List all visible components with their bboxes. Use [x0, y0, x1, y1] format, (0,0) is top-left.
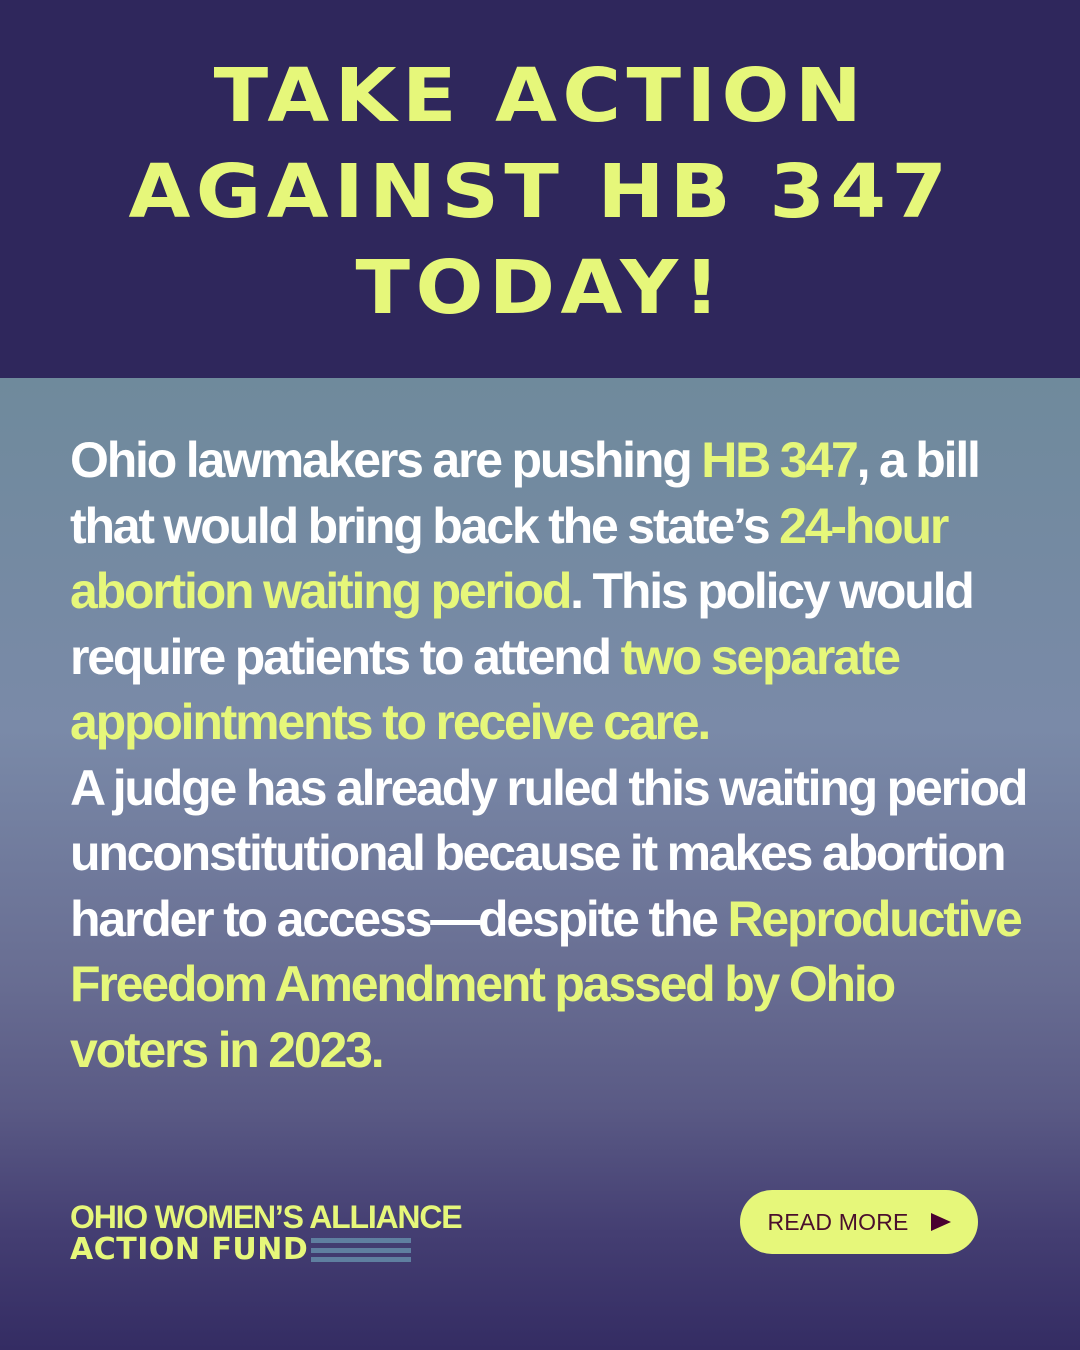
organization-logo [70, 1200, 461, 1266]
highlight-waiting-period: 24-hour abortion waiting period [70, 497, 948, 619]
stripe [311, 1248, 411, 1253]
logo-line-2-row [70, 1234, 461, 1266]
highlight-two-appointments: two separate appointments to receive care. [70, 628, 899, 750]
highlight-amendment: Reproductive Freedom Amendment passed by Ohio voters in 2023. [70, 890, 1021, 1078]
headline-line-1: TAKE ACTION [213, 53, 867, 139]
logo-line-1: OHIO WOMEN’S ALLIANCE [70, 1199, 462, 1235]
read-more-label: READ MORE [767, 1208, 909, 1235]
text-segment: A judge has already ruled this waiting period unconstitutional because it makes abortion harder to access—despite the [70, 759, 1027, 947]
stripe [311, 1238, 411, 1243]
text-segment: , a bill that would bring back the state’s [70, 432, 979, 554]
stripe [311, 1257, 411, 1262]
paragraph-2 [70, 756, 1040, 1084]
body-section [0, 378, 1080, 1350]
headline-line-2: AGAINST HB 347 [128, 149, 952, 235]
highlight-bill-name: HB 347 [701, 432, 857, 488]
play-arrow-icon [931, 1213, 951, 1231]
stripes-icon [311, 1238, 411, 1262]
headline [128, 42, 952, 336]
paragraph-1 [70, 428, 1040, 756]
header-banner [0, 0, 1080, 378]
headline-line-3: TODAY! [355, 245, 725, 331]
logo-line-2: ACTION FUND [70, 1232, 309, 1267]
text-segment: . This policy would require patients to attend [70, 563, 973, 685]
text-segment: Ohio lawmakers are pushing [70, 432, 702, 488]
read-more-button[interactable] [740, 1190, 978, 1254]
body-copy [70, 428, 1040, 1083]
